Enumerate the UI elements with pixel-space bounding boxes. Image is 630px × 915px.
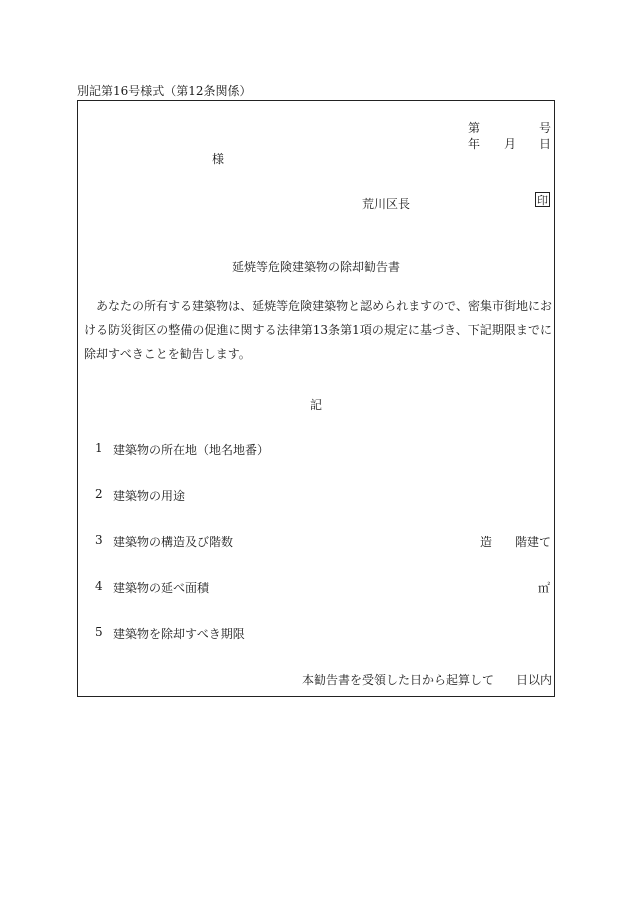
item-number: 2 (95, 487, 103, 501)
item-label-floor-area: 建築物の延べ面積 (113, 581, 210, 595)
item-number: 5 (95, 625, 103, 639)
item-number: 4 (95, 579, 103, 593)
structure-suffix: 造 (480, 535, 493, 549)
document-title: 延焼等危険建築物の除却勧告書 (232, 260, 401, 274)
date-month: 月 (504, 137, 517, 151)
date-year: 年 (468, 137, 481, 151)
item-number: 1 (95, 441, 103, 455)
item-label-location: 建築物の所在地（地名地番） (113, 443, 270, 457)
item-label-structure: 建築物の構造及び階数 (113, 535, 234, 549)
item-label-use: 建築物の用途 (113, 489, 186, 503)
deadline-text: 本勧告書を受領した日から起算して (302, 673, 495, 687)
item-number: 3 (95, 533, 103, 547)
floors-suffix: 階建て (515, 535, 552, 549)
date-day: 日 (539, 137, 552, 151)
deadline-suffix: 日以内 (516, 673, 553, 687)
number-suffix: 号 (539, 121, 552, 135)
area-unit: ㎡ (538, 581, 551, 595)
number-prefix: 第 (468, 121, 481, 135)
sender-name: 荒川区長 (362, 197, 411, 211)
item-label-deadline: 建築物を除却すべき期限 (113, 627, 245, 641)
body-paragraph: あなたの所有する建築物は、延焼等危険建築物と認められますので、密集市街地における防災街区の整備の促進に関する法律第13条第1項の規定に基づき、下記期限までに除却すべきことを勧告します。 (84, 299, 552, 361)
recipient-suffix: 様 (212, 152, 225, 166)
form-label: 別記第16号様式（第12条関係） (77, 84, 252, 98)
ki-heading: 記 (310, 398, 323, 412)
seal-mark: 印 (537, 194, 548, 207)
